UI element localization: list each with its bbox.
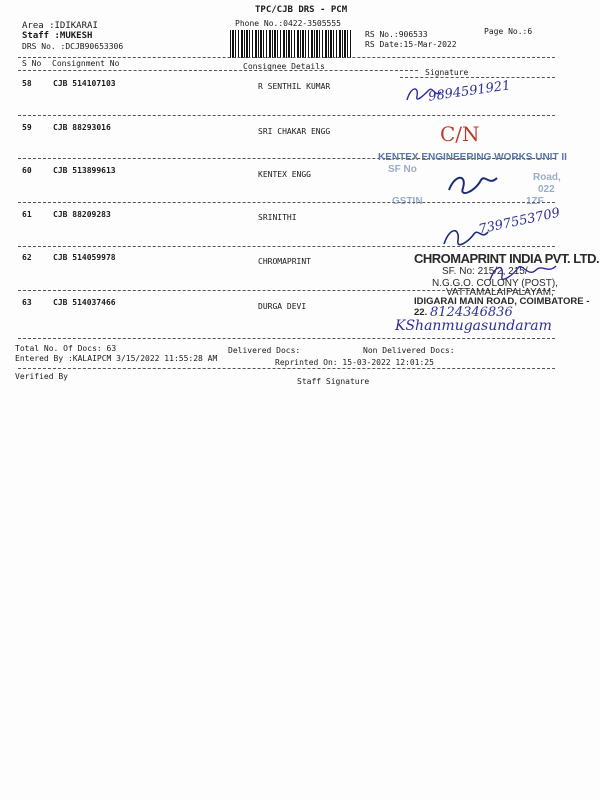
row-consignment: CJB 514037466 xyxy=(53,298,116,307)
row-consignee: DURGA DEVI xyxy=(258,302,307,311)
row-divider xyxy=(400,77,555,78)
rs-date: RS Date:15-Mar-2022 xyxy=(365,40,457,49)
column-signature: Signature xyxy=(425,68,469,77)
row-sno: 63 xyxy=(22,298,32,307)
entered-by: Entered By :KALAIPCM 3/15/2022 11:55:28 AM xyxy=(15,354,218,363)
row-consignment: CJB 88209283 xyxy=(53,210,111,219)
drs-number: DRS No. :DCJB90653306 xyxy=(22,42,124,51)
verified-by: Verified By xyxy=(15,372,68,381)
total-docs: Total No. Of Docs: 63 xyxy=(15,344,117,353)
handwritten-cn: C/N xyxy=(440,122,480,146)
signature-scribble xyxy=(445,166,505,206)
column-consignee: Consignee Details xyxy=(243,62,325,71)
chromaprint-stamp-line: SF. No: 215/2, 215/ xyxy=(442,266,528,277)
signature-scribble xyxy=(488,258,558,288)
footer-divider xyxy=(18,368,555,369)
row-consignment: CJB 514059978 xyxy=(53,253,116,262)
handwritten-phone: 9894591921 xyxy=(427,78,512,105)
row-consignee: KENTEX ENGG xyxy=(258,170,311,179)
handwritten-name: KShanmugasundaram xyxy=(395,318,552,334)
row-consignee: SRINITHI xyxy=(258,213,297,222)
document-title: TPC/CJB DRS - PCM xyxy=(255,5,348,15)
row-divider xyxy=(18,115,555,116)
column-consignment: Consignment No xyxy=(52,59,120,68)
row-sno: 60 xyxy=(22,166,32,175)
column-sno: S No xyxy=(22,59,42,68)
handwritten-phone: 8124346836 xyxy=(430,305,513,320)
reprinted-on: Reprinted On: 15-03-2022 12:01:25 xyxy=(275,358,434,367)
row-consignment: CJB 514107103 xyxy=(53,79,116,88)
kentex-stamp-line: Road, xyxy=(533,172,561,183)
chromaprint-stamp-line: IDIGARAI MAIN ROAD, COIMBATORE - 22. xyxy=(414,296,590,318)
handwritten-phone: 7397553709 xyxy=(477,205,562,238)
row-sno: 59 xyxy=(22,123,32,132)
area-label: Area :IDIKARAI xyxy=(22,21,98,31)
row-consignee: SRI CHAKAR ENGG xyxy=(258,127,331,136)
kentex-stamp-line: 1ZF xyxy=(526,196,544,207)
row-consignment: CJB 513899613 xyxy=(53,166,116,175)
phone-number: Phone No.:0422-3505555 xyxy=(235,19,341,28)
rs-number: RS No.:906533 xyxy=(365,30,428,39)
kentex-stamp-line: 022 xyxy=(538,184,555,195)
delivered-docs: Delivered Docs: xyxy=(228,346,301,355)
row-sno: 58 xyxy=(22,79,32,88)
kentex-stamp-line: KENTEX ENGINEERING WORKS UNIT II xyxy=(378,152,567,163)
row-consignee: R SENTHIL KUMAR xyxy=(258,82,331,91)
staff-signature: Staff Signature xyxy=(297,377,370,386)
non-delivered-docs: Non Delivered Docs: xyxy=(363,346,455,355)
chromaprint-stamp-line: CHROMAPRINT INDIA PVT. LTD. xyxy=(414,251,600,266)
barcode xyxy=(230,30,351,58)
header-divider-top xyxy=(18,57,555,58)
row-sno: 61 xyxy=(22,210,32,219)
row-divider xyxy=(18,338,555,339)
chromaprint-stamp-line: VATTAMALAIPALAYAM, xyxy=(446,287,554,298)
staff-label: Staff :MUKESH xyxy=(22,31,93,41)
row-sno: 62 xyxy=(22,253,32,262)
page-number: Page No.:6 xyxy=(484,27,533,36)
chromaprint-stamp-line: N.G.G.O. COLONY (POST), xyxy=(432,278,558,289)
row-consignment: CJB 88293016 xyxy=(53,123,111,132)
row-consignee: CHROMAPRINT xyxy=(258,257,311,266)
header-divider-bottom xyxy=(18,70,418,71)
kentex-stamp-line: SF No xyxy=(388,164,417,175)
kentex-stamp-line: GSTIN xyxy=(392,196,423,207)
